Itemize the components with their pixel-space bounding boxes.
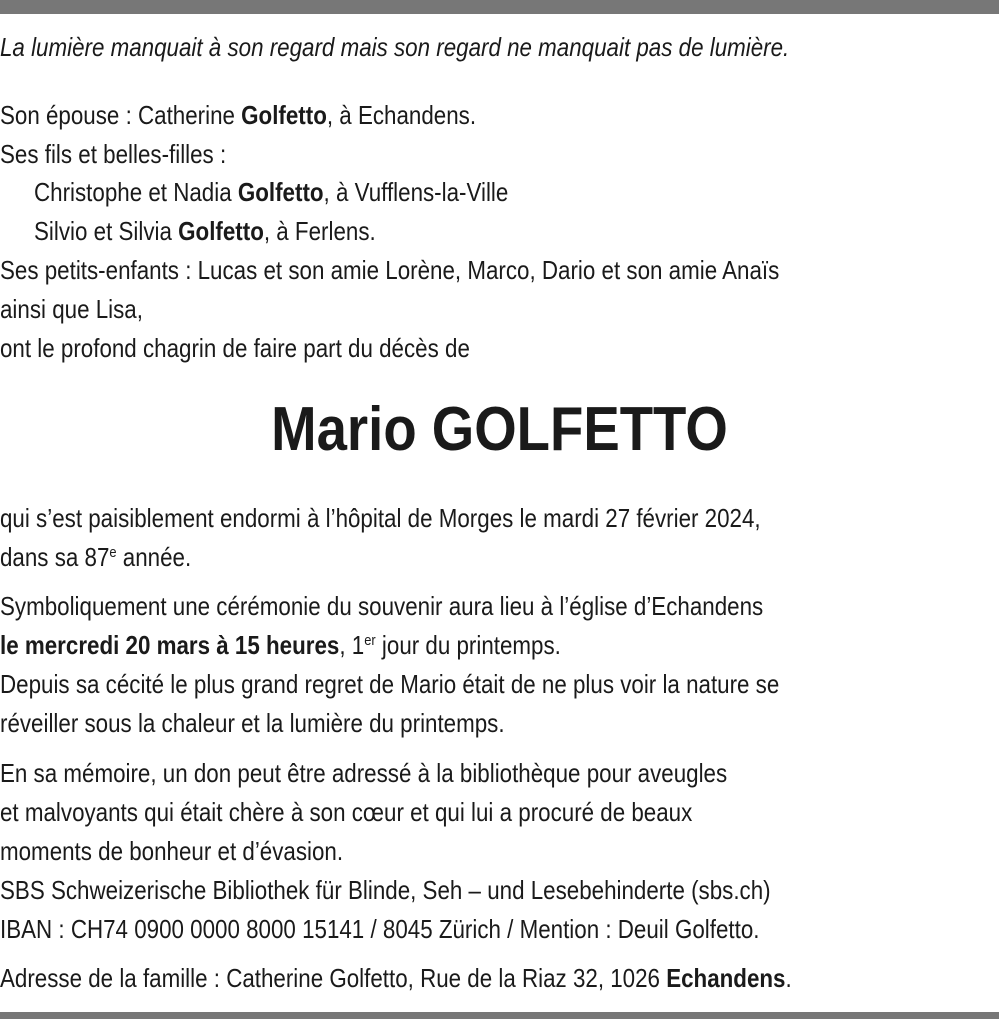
death-line-1: qui s’est paisiblement endormi à l’hôpital de Morges le mardi 27 février 2024,	[0, 503, 761, 533]
top-rule	[0, 0, 999, 14]
grandchildren-line-1: Ses petits-enfants : Lucas et son amie Lorène, Marco, Dario et son amie Anaïs	[0, 255, 780, 285]
family-address-line: Adresse de la famille : Catherine Golfetto, Rue de la Riaz 32, 1026 Echandens.	[0, 963, 792, 993]
death-line-2: dans sa 87e année.	[0, 542, 192, 572]
ceremony-line-3: Depuis sa cécité le plus grand regret de Mario était de ne plus voir la nature se	[0, 669, 780, 699]
surname: Golfetto	[241, 100, 327, 130]
surname: Golfetto	[178, 216, 264, 246]
donation-line-1: En sa mémoire, un don peut être adressé à la bibliothèque pour aveugles	[0, 758, 728, 788]
spouse-line: Son épouse : Catherine Golfetto, à Echandens.	[0, 100, 477, 130]
son-line-2: Silvio et Silvia Golfetto, à Ferlens.	[34, 216, 376, 246]
donation-library-line: SBS Schweizerische Bibliothek für Blinde, Seh – und Lesebehinderte (sbs.ch)	[0, 875, 771, 905]
announcement-line: ont le profond chagrin de faire part du décès de	[0, 333, 470, 363]
ceremony-line-4: réveiller sous la chaleur et la lumière du printemps.	[0, 708, 505, 738]
deceased-name: Mario GOLFETTO	[271, 395, 728, 464]
grandchildren-line-2: ainsi que Lisa,	[0, 294, 143, 324]
ceremony-line-1: Symboliquement une cérémonie du souvenir aura lieu à l’église d’Echandens	[0, 591, 764, 621]
donation-iban-line: IBAN : CH74 0900 0000 8000 15141 / 8045 Zürich / Mention : Deuil Golfetto.	[0, 914, 760, 944]
epigraph-quote: La lumière manquait à son regard mais son regard ne manquait pas de lumière.	[0, 32, 790, 62]
donation-line-3: moments de bonheur et d’évasion.	[0, 836, 344, 866]
donation-line-2: et malvoyants qui était chère à son cœur et qui lui a procuré de beaux	[0, 797, 693, 827]
son-line-1: Christophe et Nadia Golfetto, à Vufflens-la-Ville	[34, 177, 509, 207]
surname: Golfetto	[237, 177, 324, 207]
ceremony-date-line: le mercredi 20 mars à 15 heures, 1er jour du printemps.	[0, 630, 561, 660]
ceremony-date: le mercredi 20 mars à 15 heures	[0, 630, 340, 660]
bottom-rule	[0, 1012, 999, 1019]
sons-header: Ses fils et belles-filles :	[0, 139, 227, 169]
address-town: Echandens	[666, 963, 786, 993]
